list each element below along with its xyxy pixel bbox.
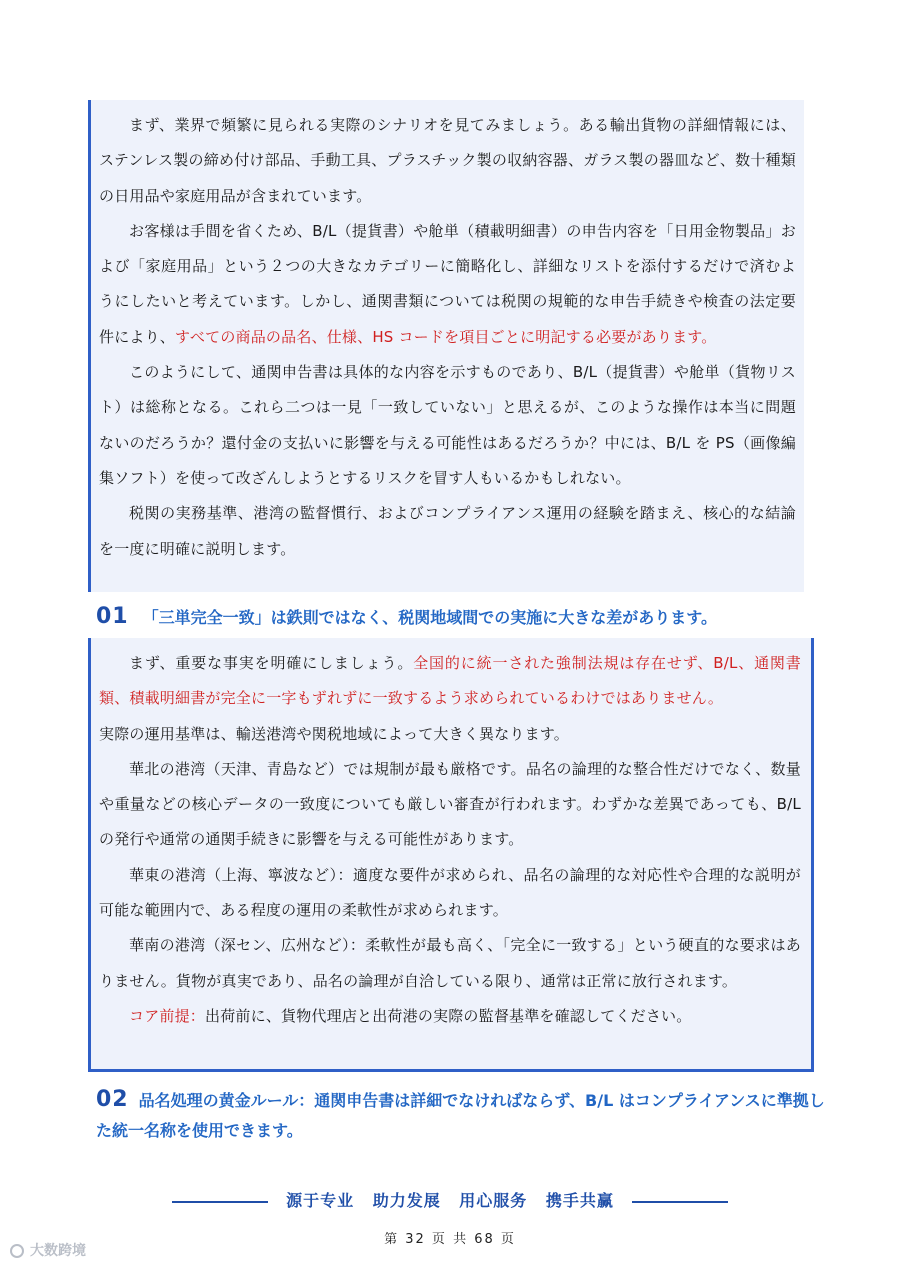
section-number-02: 02 [96, 1087, 129, 1112]
footer-slogan-text: 源于专业 助力发展 用心服务 携手共赢 [286, 1191, 614, 1210]
section-heading-02 [96, 1085, 826, 1146]
footer-line-right [632, 1201, 728, 1203]
intro-paragraph-3: このようにして、通関申告書は具体的な内容を示すものであり、B/L（提貨書）や舱単（貨物リスト）は総称となる。これら二つは一見「一致していない」と思えるが、このような操作は本当に問題ないのだろうか？還付金の支払いに影響を与える可能性はあるだろうか？中には、B/L を PS（画像編集ソフト）を使って改ざんしようとするリスクを冒す人もいるかもしれない。 [99, 363, 796, 487]
section-01-paragraph-1 [99, 646, 801, 717]
footer-slogan [0, 1188, 900, 1211]
watermark-text: 大数跨境 [30, 1243, 86, 1259]
section-01-paragraph-3: 華東の港湾（上海、寧波など）：適度な要件が求められ、品名の論理的な対応性や合理的な説明が可能な範囲内で、ある程度の運用の柔軟性が求められます。 [99, 865, 801, 920]
section-01-paragraph-5 [99, 999, 801, 1034]
watermark [10, 1240, 86, 1260]
core-premise-text: 出荷前に、貨物代理店と出荷港の実際の監督基準を確認してください。 [205, 1006, 692, 1025]
section-title-02: 品名処理の黄金ルール：通関申告書は詳細でなければならず、B/L はコンプライアンスに準拠した統一名称を使用できます。 [96, 1091, 825, 1140]
footer-line-left [172, 1201, 268, 1203]
intro-paragraph-4: 税関の実務基準、港湾の監督慣行、およびコンプライアンス運用の経験を踏まえ、核心的な結論を一度に明確に説明します。 [99, 504, 796, 558]
section-number-01: 01 [96, 604, 129, 629]
section-01-box [88, 638, 814, 1072]
section-01-paragraph-1-highlight: 全国的に統一された強制法規は存在せず、B/L、通関書類、積載明細書が完全に一字もずれずに一致するよう求められているわけではありません。 [99, 654, 801, 708]
section-01-paragraph-1-text: まず、重要な事実を明確にしましょう。 [129, 654, 414, 672]
intro-paragraph-2-highlight: すべての商品の品名、仕様、HS コードを項目ごとに明記する必要があります。 [175, 327, 717, 346]
section-heading-01 [96, 604, 717, 629]
section-01-paragraph-1-cont: 実際の運用基準は、輸送港湾や関税地域によって大きく異なります。 [99, 724, 570, 743]
intro-box [88, 100, 804, 592]
section-01-paragraph-2: 華北の港湾（天津、青島など）では規制が最も厳格です。品名の論理的な整合性だけでなく、数量や重量などの核心データの一致度についても厳しい審査が行われます。わずかな差異であっても、B/L の発行や通常の通関手続きに影響を与える可能性があります。 [99, 759, 801, 849]
section-title-01: 「三単完全一致」は鉄則ではなく、税関地域間での実施に大きな差があります。 [142, 608, 718, 627]
core-premise-label: コア前提： [129, 1006, 206, 1025]
intro-paragraph-2 [99, 214, 796, 355]
intro-paragraph-2-text: お客様は手間を省くため、B/L（提貨書）や舱単（積載明細書）の申告内容を「日用金物製品」および「家庭用品」という２つの大きなカテゴリーに簡略化し、詳細なリストを添付するだけで済むようにしたいと考えています。しかし、通関書類については税関の規範的な申告手続きや検査の法定要件により、 [99, 221, 796, 346]
page-number: 第 32 页 共 68 页 [384, 1232, 516, 1247]
logo-ring-icon [10, 1244, 24, 1258]
intro-paragraph-1: まず、業界で頻繁に見られる実際のシナリオを見てみましょう。ある輸出貨物の詳細情報には、ステンレス製の締め付け部品、手動工具、プラスチック製の収納容器、ガラス製の器皿など、数十種類の日用品や家庭用品が含まれています。 [99, 116, 796, 205]
section-01-paragraph-4: 華南の港湾（深セン、広州など）：柔軟性が最も高く、「完全に一致する」という硬直的な要求はありません。貨物が真実であり、品名の論理が自洽している限り、通常は正常に放行されます。 [99, 936, 801, 990]
